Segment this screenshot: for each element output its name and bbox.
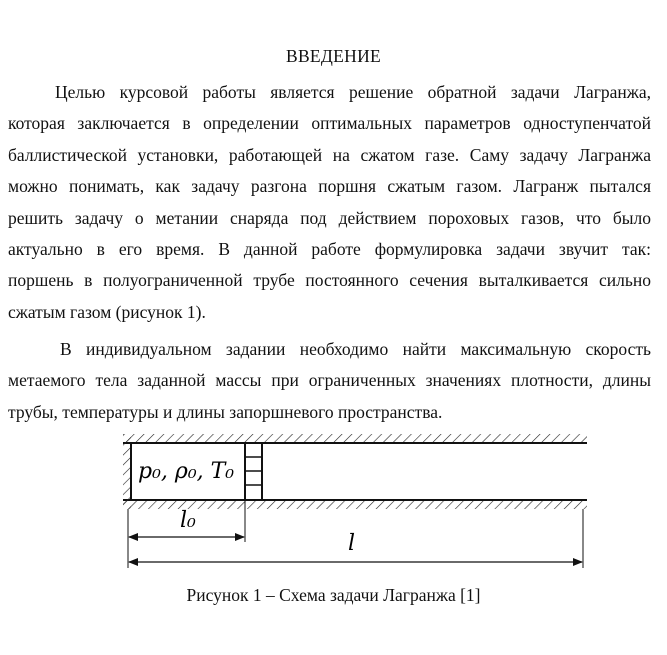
paragraph-line: метаемого тела заданной массы при ограниченных значениях плотности, длины [8, 370, 651, 391]
paragraph-task [8, 334, 651, 428]
tube-closed-end-hatching [123, 434, 131, 509]
paragraph-line: баллистической установки, работающей на сжатом газе. Саму задачу Лагранжа [8, 144, 651, 165]
paragraph-line: можно понимать, как задачу разгона поршня сжатым газом. Лагранж пытался [8, 176, 651, 197]
paragraph-line: В индивидуальном задании необходимо найти максимальную скорость [60, 339, 651, 359]
tube-top-wall-hatching [123, 434, 587, 443]
paragraph-line: поршень в полуограниченной трубе постоянного сечения выталкивается сильно [8, 270, 651, 291]
section-heading: ВВЕДЕНИЕ [285, 46, 382, 66]
l0-label: l₀ [180, 508, 196, 533]
paragraph-line: которая заключается в определении оптимальных параметров одноступенчатой [8, 113, 651, 134]
paragraph-line: трубы, температуры и длины запоршневого пространства. [8, 401, 443, 422]
paragraph-line: сжатым газом (рисунок 1). [8, 301, 206, 322]
paragraph-intro [8, 77, 651, 328]
paragraph-line: решить задачу о метании снаряда под действием пороховых газов, что было [8, 207, 651, 228]
l-label: l [348, 531, 356, 556]
paragraph-line: актуально в его время. В данной работе формулировка задачи звучит так: [8, 238, 651, 259]
figure-caption: Рисунок 1 – Схема задачи Лагранжа [1] [186, 585, 481, 605]
lagrange-scheme-figure [118, 430, 598, 575]
paragraph-line: Целью курсовой работы является решение обратной задачи Лагранжа, [55, 82, 651, 102]
chamber-parameters-label: p₀, ρ₀, T₀ [138, 459, 235, 484]
